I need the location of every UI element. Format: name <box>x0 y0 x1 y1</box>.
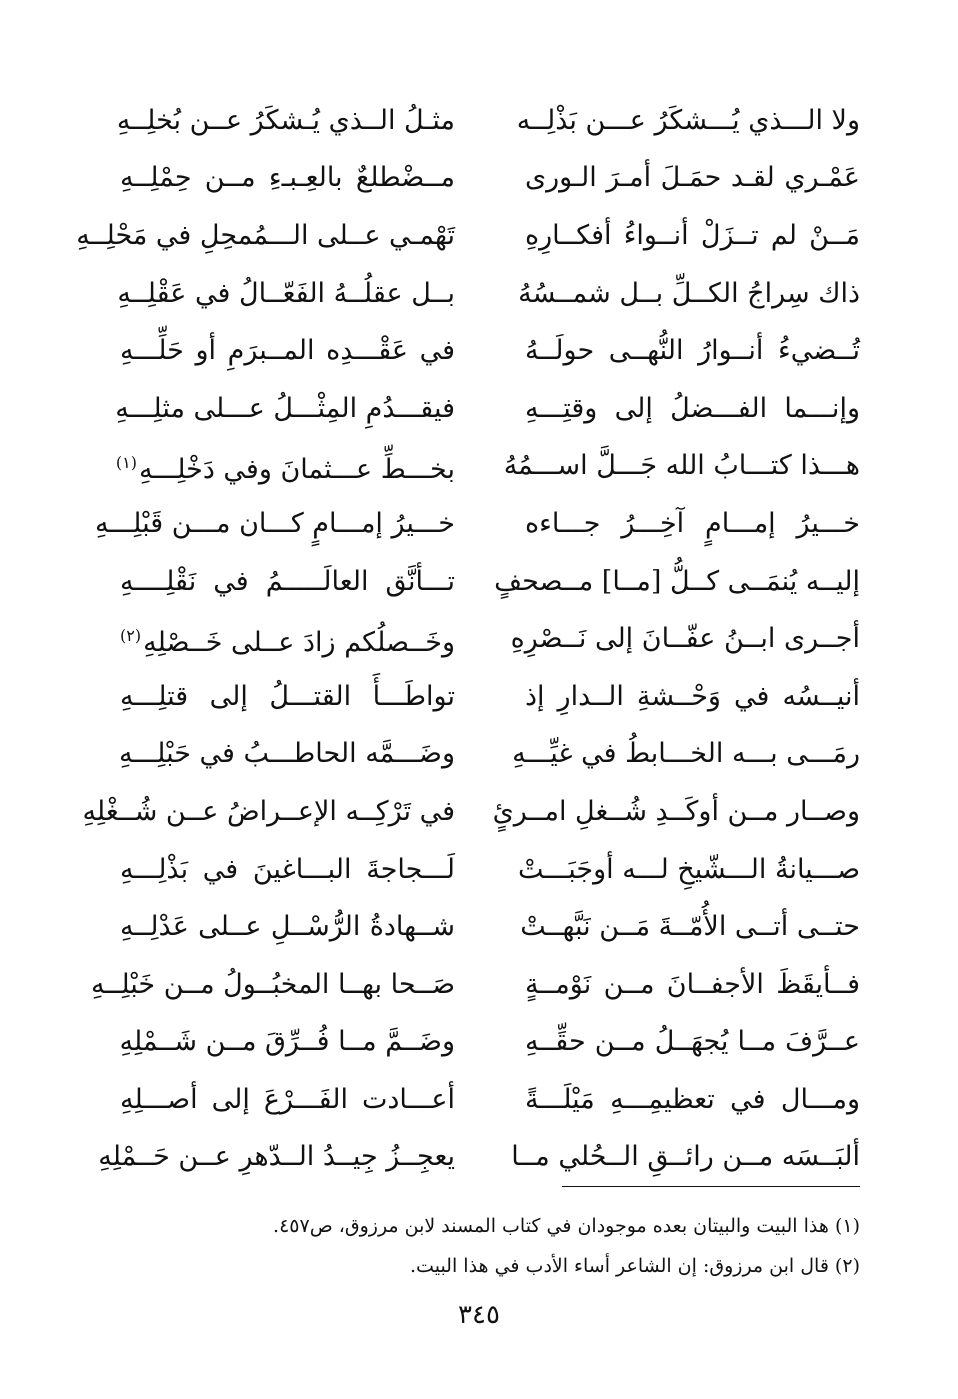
second-hemistich-text: لَـــجاجةَ البـــاغينَ في بَذْلِـــهِ <box>120 853 455 885</box>
verse-line <box>116 92 860 150</box>
first-hemistich: ولا الـــذي يُـــشكَرُ عـــن بَذْلِــه <box>516 104 860 136</box>
second-hemistich <box>120 736 455 772</box>
verse-line <box>94 495 860 553</box>
verse-line <box>91 956 860 1014</box>
footnote-separator <box>562 1186 860 1187</box>
first-hemistich: أجــرى ابــنُ عفّــانَ إلى نَــصْرِهِ <box>510 623 860 655</box>
second-hemistich-text: مثـلُ الــذي يُـشكَرُ عــن بُخلِــهِ <box>116 104 455 136</box>
first-hemistich: تُــضيءُ أنــوارُ النُّهــى حولَــهُ <box>525 335 860 367</box>
first-hemistich: رمَـــى بـــه الخـــابطُ في غيِّـــهِ <box>512 738 860 770</box>
second-hemistich <box>116 103 455 139</box>
second-hemistich <box>94 506 455 542</box>
verse-line <box>117 265 860 323</box>
verse-line <box>120 150 860 208</box>
first-hemistich: إليــه يُنمَــى كــلُّ [مــا] مــصحفٍ <box>494 565 860 597</box>
first-hemistich: ألبَــسَه مــن رائــقِ الــحُلي مــا <box>511 1141 860 1173</box>
first-hemistich: صـــيانةُ الـــشّيخِ لـــه أوجَبَـــتْ <box>518 853 860 885</box>
second-hemistich-text: شــهادةُ الرُّسْــلِ عــلى عَدْلِــهِ <box>120 911 455 943</box>
first-hemistich: فــأيقَظَ الأجفــانَ مــن نَوْمــةٍ <box>525 968 860 1000</box>
verse-line <box>120 610 860 668</box>
second-hemistich <box>115 391 455 427</box>
page-number: ٣٤٥ <box>458 1300 500 1330</box>
verse-line <box>115 438 860 496</box>
second-hemistich-text: بــل عقلُــهُ الفَعّــالُ في عَقْلِــهِ <box>117 277 455 309</box>
footnote-marker: (١) <box>115 452 137 472</box>
first-hemistich: وإنـــما الفـــضلُ إلى وقتِـــهِ <box>525 392 860 424</box>
footnote-1: (١) هذا البيت والبيتان بعده موجودان في كتاب المسند لابن مرزوق، ص٤٥٧. <box>273 1215 860 1237</box>
second-hemistich <box>115 445 455 488</box>
second-hemistich-text: بخـــطِّ عـــثمانَ وفي دَخْلِـــهِ <box>138 453 455 485</box>
footnote-2: (٢) قال ابن مرزوق: إن الشاعر أساء الأدب في هذا البيت. <box>410 1255 860 1277</box>
verse-line <box>120 841 860 899</box>
second-hemistich-text: تواطَـــأَ القتـــلُ إلى قتلِـــهِ <box>120 680 455 712</box>
first-hemistich: عَمْـري لقـد حمَـلَ أمـرَ الـورى <box>525 162 860 194</box>
verse-line <box>120 898 860 956</box>
second-hemistich <box>82 794 455 830</box>
verse-line <box>120 668 860 726</box>
verse-line <box>98 1129 860 1187</box>
first-hemistich: خـــيرُ إمـــامٍ آخِـــرُ جـــاءه <box>525 507 860 539</box>
second-hemistich-text: خـــيرُ إمـــامٍ كـــان مـــن قَبْلِـــهِ <box>94 507 455 539</box>
second-hemistich-text: وضَــمَّ مــا فُــرِّقَ مــن شَــمْلِهِ <box>119 1026 455 1058</box>
verse-line <box>120 726 860 784</box>
first-hemistich: مَــنْ لم تــزَلْ أنــواءُ أفكــارِهِ <box>525 219 860 251</box>
second-hemistich <box>120 1024 455 1060</box>
second-hemistich-text: صَــحا بهــا المخبُــولُ مــن خَبْلِــهِ <box>91 968 455 1000</box>
second-hemistich <box>98 1139 455 1175</box>
second-hemistich-text: فيقـــدُمِ المِثْـــلُ عـــلى مثلِـــهِ <box>115 392 455 424</box>
second-hemistich <box>76 218 455 254</box>
second-hemistich-text: في عَقْـــدِه المــبرَمِ أو حَلِّـــهِ <box>120 335 455 367</box>
verse-line <box>120 1071 860 1129</box>
first-hemistich: وصــار مــن أوكَــدِ شُــغلِ امــرئٍ <box>492 795 860 827</box>
second-hemistich-text: في تَرْكِــه الإعــراضُ عــن شُــغْلِهِ <box>82 795 455 827</box>
verse-line <box>82 783 860 841</box>
second-hemistich <box>120 160 455 196</box>
verse-line <box>120 1014 860 1072</box>
second-hemistich <box>120 564 455 600</box>
second-hemistich <box>117 276 455 312</box>
footnotes <box>200 1206 860 1286</box>
second-hemistich <box>120 1082 455 1118</box>
second-hemistich-text: وضَـــمَّه الحاطـــبُ في حَبْلِـــهِ <box>118 738 455 770</box>
verse-line <box>120 322 860 380</box>
first-hemistich: حتــى أتــى الأُمّــةَ مَــن نَبَّهــتْ <box>520 911 860 943</box>
second-hemistich <box>120 909 455 945</box>
first-hemistich: عــرَّفَ مــا يُجهَــلُ مــن حقِّــهِ <box>525 1026 860 1058</box>
first-hemistich: ومـــال في تعظيمِـــهِ مَيْلَـــةً <box>525 1083 860 1115</box>
second-hemistich <box>120 333 455 369</box>
verse-line <box>120 553 860 611</box>
second-hemistich-text: وخَــصلُكم زادَ عــلى خَــصْلِهِ <box>143 626 455 658</box>
second-hemistich <box>120 618 455 661</box>
second-hemistich-text: أعـــادت الفَـــرْعَ إلى أصـــلِهِ <box>120 1083 455 1115</box>
second-hemistich <box>91 967 455 1003</box>
first-hemistich: أنيــسُه في وَحْــشةِ الــدارِ إذ <box>525 680 860 712</box>
second-hemistich-text: مــضْطلعٌ بالعِـبـءِ مــن حِمْلِــهِ <box>120 162 455 194</box>
second-hemistich <box>120 679 455 715</box>
poem <box>76 92 860 1186</box>
second-hemistich-text: تَهْمـي عــلى الـــمُمحِلِ في مَحْلِــهِ <box>76 219 455 251</box>
verse-line <box>115 380 860 438</box>
second-hemistich-text: يعجِــزُ جِيــدُ الــدّهرِ عــن حَــمْلِهِ <box>98 1141 455 1173</box>
second-hemistich <box>120 852 455 888</box>
first-hemistich: ذاك سِراجُ الكــلِّ بــل شمــسُهُ <box>518 277 860 309</box>
first-hemistich: هـــذا كتـــابُ الله جَـــلَّ اســـمُهُ <box>503 450 860 482</box>
verse-line <box>76 207 860 265</box>
footnote-marker: (٢) <box>120 625 142 645</box>
second-hemistich-text: تـــأنَّق العالَـــــمُ في نَقْلِــــهِ <box>120 565 455 597</box>
